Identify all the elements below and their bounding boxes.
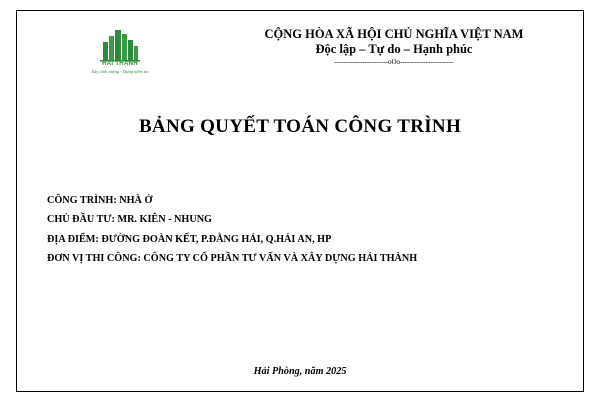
logo-slogan: Xây chất lượng - Dựng niềm tin [91, 69, 149, 74]
project-info [47, 191, 417, 268]
country-name: CỘNG HÒA XÃ HỘI CHỦ NGHĨA VIỆT NAM [264, 27, 524, 41]
project-name: CÔNG TRÌNH: NHÀ Ở [47, 195, 153, 206]
national-motto: Độc lập – Tự do – Hạnh phúc [315, 42, 473, 56]
project-location: ĐỊA ĐIỂM: ĐƯỜNG ĐOÀN KẾT, P.ĐẰNG HẢI, Q.HẢI AN, HP [47, 233, 332, 245]
document-title: BẢNG QUYẾT TOÁN CÔNG TRÌNH [138, 116, 462, 137]
logo-name: HAI THANH [102, 61, 138, 67]
national-header [248, 27, 540, 67]
building-logo-icon [70, 28, 170, 62]
project-owner: CHỦ ĐẦU TƯ: MR. KIÊN - NHUNG [47, 214, 212, 226]
company-logo [70, 28, 170, 80]
header-divider: -----------------------oOo----------------------- [334, 58, 454, 66]
place-date: Hải Phòng, năm 2025 [253, 366, 347, 377]
project-contractor: ĐƠN VỊ THI CÔNG: CÔNG TY CỔ PHẦN TƯ VẤN VÀ XÂY DỰNG HẢI THÀNH [47, 252, 418, 264]
